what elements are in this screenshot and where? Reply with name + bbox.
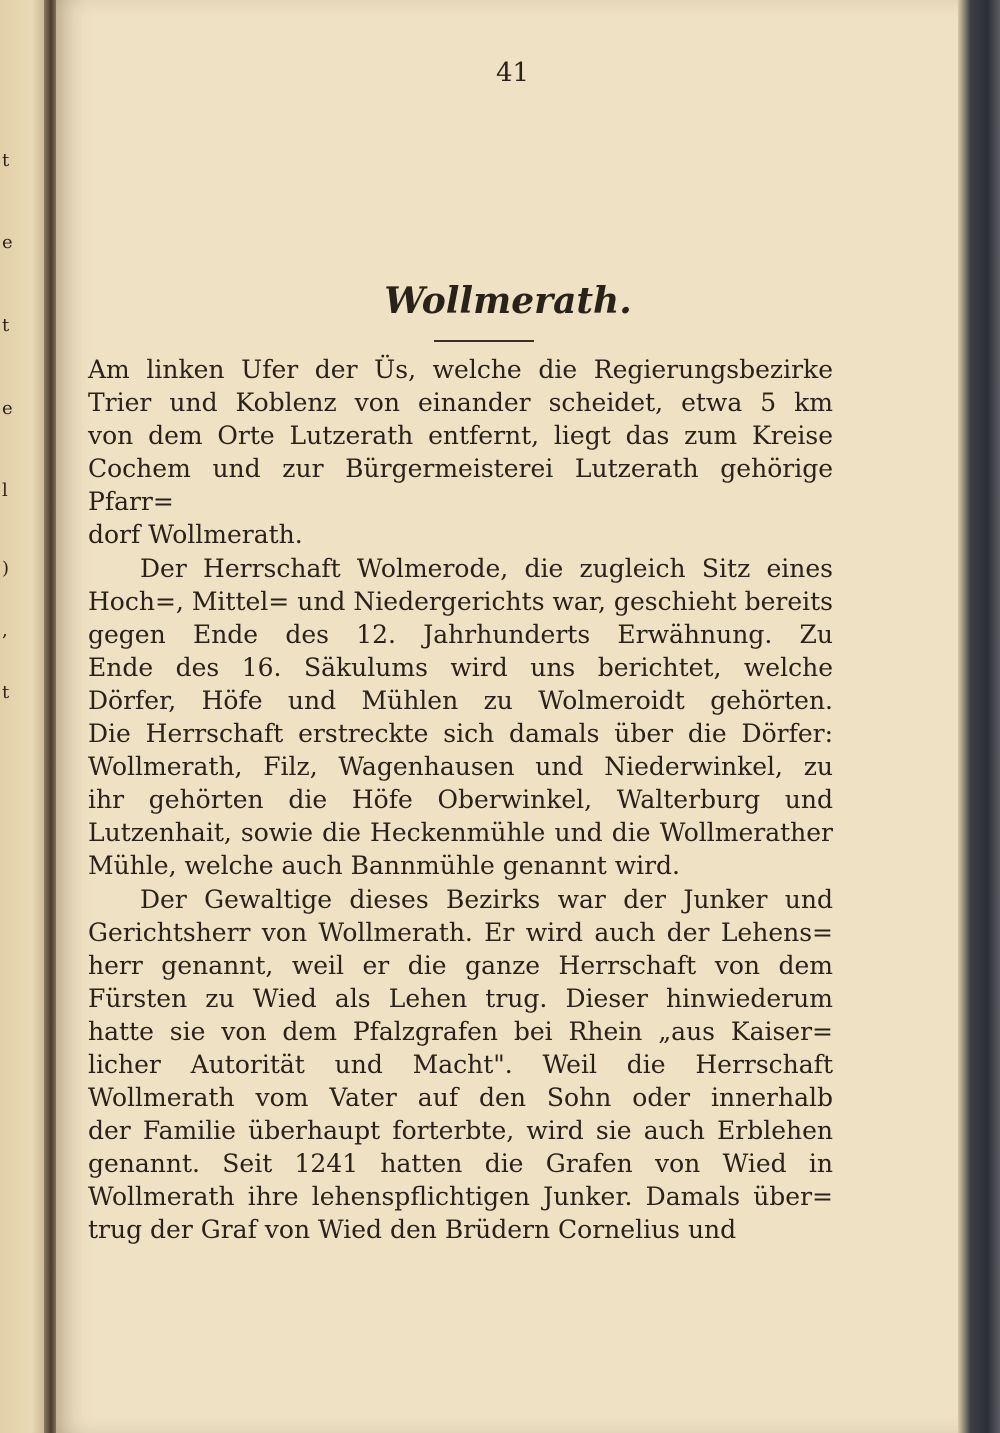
text-line: Ende des 16. Säkulums wird uns berichtet, welche bbox=[88, 652, 833, 682]
text-line: Am linken Ufer der Üs, welche die Regierungsbezirke bbox=[88, 355, 833, 384]
text-line: Cochem und zur Bürgermeisterei Lutzerath gehörige Pfarr= bbox=[88, 454, 833, 517]
margin-letter: e bbox=[2, 232, 13, 253]
text-line: der Familie überhaupt forterbte, wird sie auch Erblehen bbox=[88, 1116, 833, 1146]
text-line: Lutzenhait, sowie die Heckenmühle und die Wollmerather bbox=[88, 818, 833, 848]
text-line: Trier und Koblenz von einander scheidet, etwa 5 km bbox=[88, 388, 833, 418]
text-line: herr genannt, weil er die ganze Herrschaft von dem bbox=[88, 950, 833, 980]
paragraph bbox=[88, 552, 833, 883]
book-page bbox=[56, 0, 960, 1433]
text-line: Die Herrschaft erstreckte sich damals über die Dörfer: bbox=[88, 719, 833, 749]
text-line: Fürsten zu Wied als Lehen trug. Dieser hinwiederum bbox=[88, 983, 833, 1013]
text-line: gegen Ende des 12. Jahrhunderts Erwähnung. Zu bbox=[88, 619, 833, 649]
body-text bbox=[88, 353, 833, 1247]
text-line: von dem Orte Lutzerath entfernt, liegt das zum Kreise bbox=[88, 421, 833, 451]
text-line: ihr gehörten die Höfe Oberwinkel, Walterburg und bbox=[88, 785, 833, 815]
book-cover-edge bbox=[958, 0, 1000, 1433]
text-line: genannt. Seit 1241 hatten die Grafen von Wied in bbox=[88, 1149, 833, 1179]
title-rule bbox=[434, 340, 534, 342]
margin-letter: , bbox=[2, 620, 8, 641]
text-line: Mühle, welche auch Bannmühle genannt wird. bbox=[88, 851, 680, 881]
text-line: Der Gewaltige dieses Bezirks war der Junker und bbox=[140, 884, 833, 914]
text-line: Hoch=, Mittel= und Niedergerichts war, geschieht bereits bbox=[88, 586, 833, 616]
text-line: Dörfer, Höfe und Mühlen zu Wolmeroidt gehörten. bbox=[88, 685, 833, 715]
text-line: licher Autorität und Macht". Weil die Herrschaft bbox=[88, 1049, 833, 1079]
text-line: dorf Wollmerath. bbox=[88, 520, 303, 550]
margin-letter: t bbox=[2, 682, 10, 703]
text-line: hatte sie von dem Pfalzgrafen bei Rhein „aus Kaiser= bbox=[88, 1016, 833, 1046]
paragraph bbox=[88, 883, 833, 1247]
paragraph bbox=[88, 353, 833, 552]
chapter-title: Wollmerath. bbox=[384, 280, 632, 322]
text-line: Wollmerath ihre lehenspflichtigen Junker. Damals über= bbox=[88, 1182, 833, 1212]
text-line: trug der Graf von Wied den Brüdern Cornelius und bbox=[88, 1215, 737, 1245]
text-line: Wollmerath, Filz, Wagenhausen und Niederwinkel, zu bbox=[88, 752, 833, 782]
margin-letter: ) bbox=[2, 558, 10, 579]
text-line: Wollmerath vom Vater auf den Sohn oder innerhalb bbox=[88, 1083, 833, 1113]
left-page-margin-letters bbox=[2, 150, 22, 710]
margin-letter: l bbox=[2, 480, 8, 501]
page-number: 41 bbox=[496, 58, 530, 88]
margin-letter: e bbox=[2, 398, 13, 419]
margin-letter: t bbox=[2, 150, 10, 171]
margin-letter: t bbox=[2, 315, 10, 336]
text-line: Gerichtsherr von Wollmerath. Er wird auch der Lehens= bbox=[88, 917, 833, 947]
text-line: Der Herrschaft Wolmerode, die zugleich Sitz eines bbox=[140, 553, 833, 583]
